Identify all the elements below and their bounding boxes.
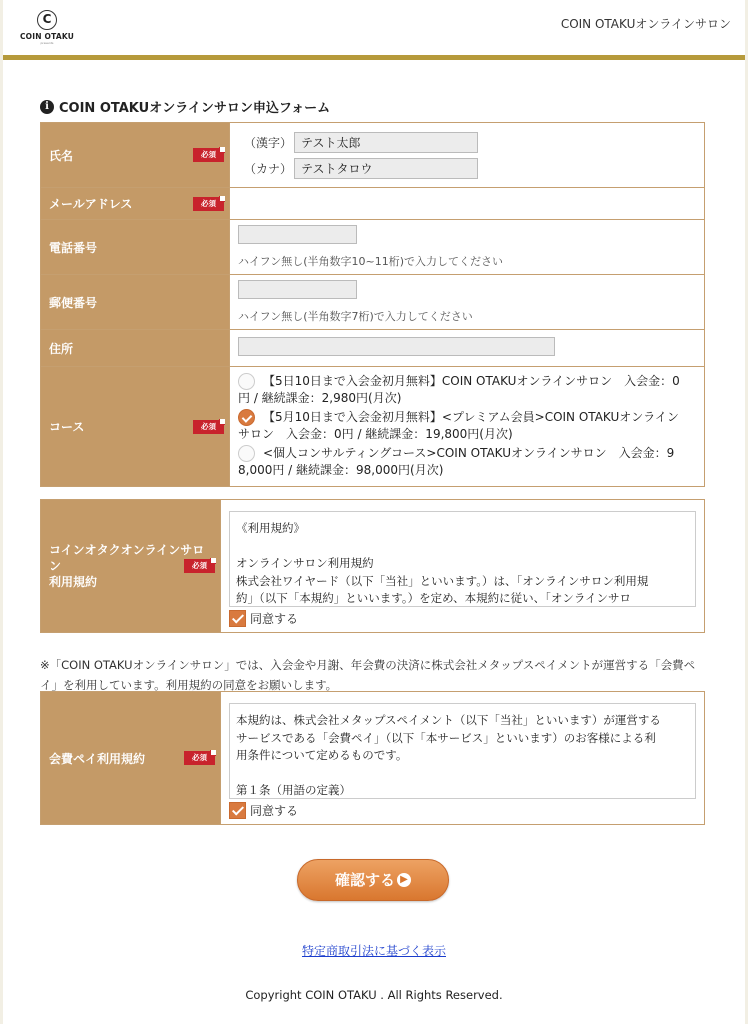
terms-textbox[interactable] [229, 511, 696, 607]
terms-value-cell [221, 500, 705, 633]
required-badge: 必須 [193, 420, 224, 434]
terms-table [40, 499, 705, 633]
zip-row [41, 275, 705, 330]
site-logo[interactable] [17, 10, 77, 48]
address-input[interactable] [238, 337, 555, 356]
required-badge: 必須 [184, 751, 215, 765]
kaihi-terms-value-cell [221, 692, 705, 825]
zip-value-cell [230, 275, 705, 330]
phone-row [41, 220, 705, 275]
kanji-name-input[interactable]: テスト太郎 [294, 132, 478, 153]
email-label: メールアドレス [49, 197, 133, 211]
registration-table [40, 122, 705, 487]
course-label: コース [49, 420, 85, 434]
name-label-cell [41, 123, 230, 188]
terms-text-line [236, 538, 689, 556]
form-title [40, 97, 330, 116]
radio-checked-icon[interactable] [238, 409, 255, 426]
radio-icon[interactable] [238, 445, 255, 462]
kana-name-input[interactable]: テストタロウ [294, 158, 478, 179]
confirm-button[interactable] [297, 859, 449, 901]
course-option-3[interactable] [238, 445, 696, 479]
checkbox-checked-icon[interactable] [229, 610, 246, 627]
zip-label-cell [41, 275, 230, 330]
page-frame-left [0, 0, 3, 1024]
email-value-cell[interactable] [230, 188, 705, 220]
terms-text-line: 約」（以下「本規約」といいます。）を定め、本規約に従い、「オンラインサロ [236, 591, 632, 605]
course-option-1-line1: 【5日10日まで入会金初月無料】COIN OTAKUオンラインサロン 入会金：0 [263, 373, 680, 388]
name-value-cell [230, 123, 705, 188]
kaihi-terms-agree[interactable] [229, 802, 696, 819]
kaihi-terms-table [40, 691, 705, 825]
kaihi-terms-text-line [236, 765, 689, 783]
kaihi-terms-agree-label: 同意する [250, 804, 299, 818]
address-label: 住所 [49, 341, 74, 356]
phone-label-cell [41, 220, 230, 275]
zip-label: 郵便番号 [49, 295, 98, 310]
confirm-button-label: 確認する [334, 871, 395, 889]
terms-label-line2: 利用規約 [49, 575, 98, 589]
course-option-1-line2: 円 / 継続課金：2,980円(月次) [238, 390, 402, 405]
course-option-2-line1: 【5月10日まで入会金初月無料】<プレミアム会員>COIN OTAKUオンライン [263, 409, 679, 424]
terms-agree-label: 同意する [250, 612, 299, 626]
email-label-cell [41, 188, 230, 220]
zip-hint: ハイフン無し(半角数字7桁)で入力してください [238, 310, 473, 323]
phone-hint: ハイフン無し(半角数字10~11桁)で入力してください [238, 255, 504, 268]
address-row [41, 330, 705, 367]
required-badge: 必須 [193, 197, 224, 211]
email-row [41, 188, 705, 220]
terms-row [41, 500, 705, 633]
kaihi-terms-label-cell [41, 692, 221, 825]
radio-icon[interactable] [238, 373, 255, 390]
kaihi-terms-text-line: 本規約は、株式会社メタップスペイメント（以下「当社」といいます）が運営する [236, 713, 661, 727]
header-divider [3, 55, 745, 60]
site-header [3, 0, 745, 55]
copyright: Copyright COIN OTAKU . All Rights Reserved. [245, 988, 503, 1002]
course-value-cell [230, 367, 705, 487]
payment-notice: ※「COIN OTAKUオンラインサロン」では、入会金や月謝、年会費の決済に株式会社メタップスペイメントが運営する「会費ペイ」を利用しています。利用規約の同意をお願いします。 [40, 658, 696, 692]
zip-input[interactable] [238, 280, 357, 299]
kaihi-terms-textbox[interactable] [229, 703, 696, 799]
terms-text-line: 《利用規約》 [236, 521, 305, 535]
info-icon: i [40, 100, 54, 114]
terms-text-line: 株式会社ワイヤード（以下「当社」といいます。）は、「オンラインサロン利用規 [236, 573, 649, 588]
phone-value-cell [230, 220, 705, 275]
form-title-text: COIN OTAKUオンラインサロン申込フォーム [59, 101, 331, 116]
phone-input[interactable] [238, 225, 357, 244]
kaihi-terms-row [41, 692, 705, 825]
arrow-right-circle-icon: ▶ [397, 873, 411, 887]
course-option-1[interactable] [238, 373, 696, 407]
course-option-3-line1: <個人コンサルティングコース>COIN OTAKUオンラインサロン 入会金：9 [263, 445, 675, 460]
address-label-cell [41, 330, 230, 367]
phone-label: 電話番号 [49, 240, 98, 255]
course-label-cell [41, 367, 230, 487]
required-badge: 必須 [184, 559, 215, 573]
kaihi-terms-text-line: 第１条（用語の定義） [236, 783, 351, 797]
terms-label-line1: コインオタクオンラインサロン [49, 543, 205, 573]
checkbox-checked-icon[interactable] [229, 802, 246, 819]
terms-agree[interactable] [229, 610, 696, 627]
course-row [41, 367, 705, 487]
address-value-cell [230, 330, 705, 367]
logo-mark: C [37, 10, 57, 30]
logo-text: COIN OTAKU [19, 32, 75, 41]
legal-notice-link[interactable]: 特定商取引法に基づく表示 [301, 944, 446, 958]
terms-text-line: オンラインサロン利用規約 [236, 556, 374, 570]
name-row [41, 123, 705, 188]
required-badge: 必須 [193, 148, 224, 162]
course-option-2-line2: サロン 入会金：0円 / 継続課金：19,800円(月次) [238, 426, 513, 441]
site-title: COIN OTAKUオンラインサロン [560, 17, 731, 31]
terms-label-cell [41, 500, 221, 633]
course-option-3-line2: 8,000円 / 継続課金：98,000円(月次) [238, 462, 444, 477]
kaihi-terms-text-line: 用条件について定めるものです。 [236, 748, 408, 762]
logo-sub: presents [40, 41, 54, 45]
name-label: 氏名 [49, 148, 74, 163]
kaihi-terms-label: 会費ペイ利用規約 [49, 751, 146, 766]
kanji-label: （漢字） [244, 135, 293, 150]
course-option-2[interactable] [238, 409, 696, 443]
kaihi-terms-text-line: サービスである「会費ペイ」（以下「本サービス」といいます）のお客様による利 [236, 730, 656, 745]
kana-label: （カナ） [244, 161, 293, 176]
